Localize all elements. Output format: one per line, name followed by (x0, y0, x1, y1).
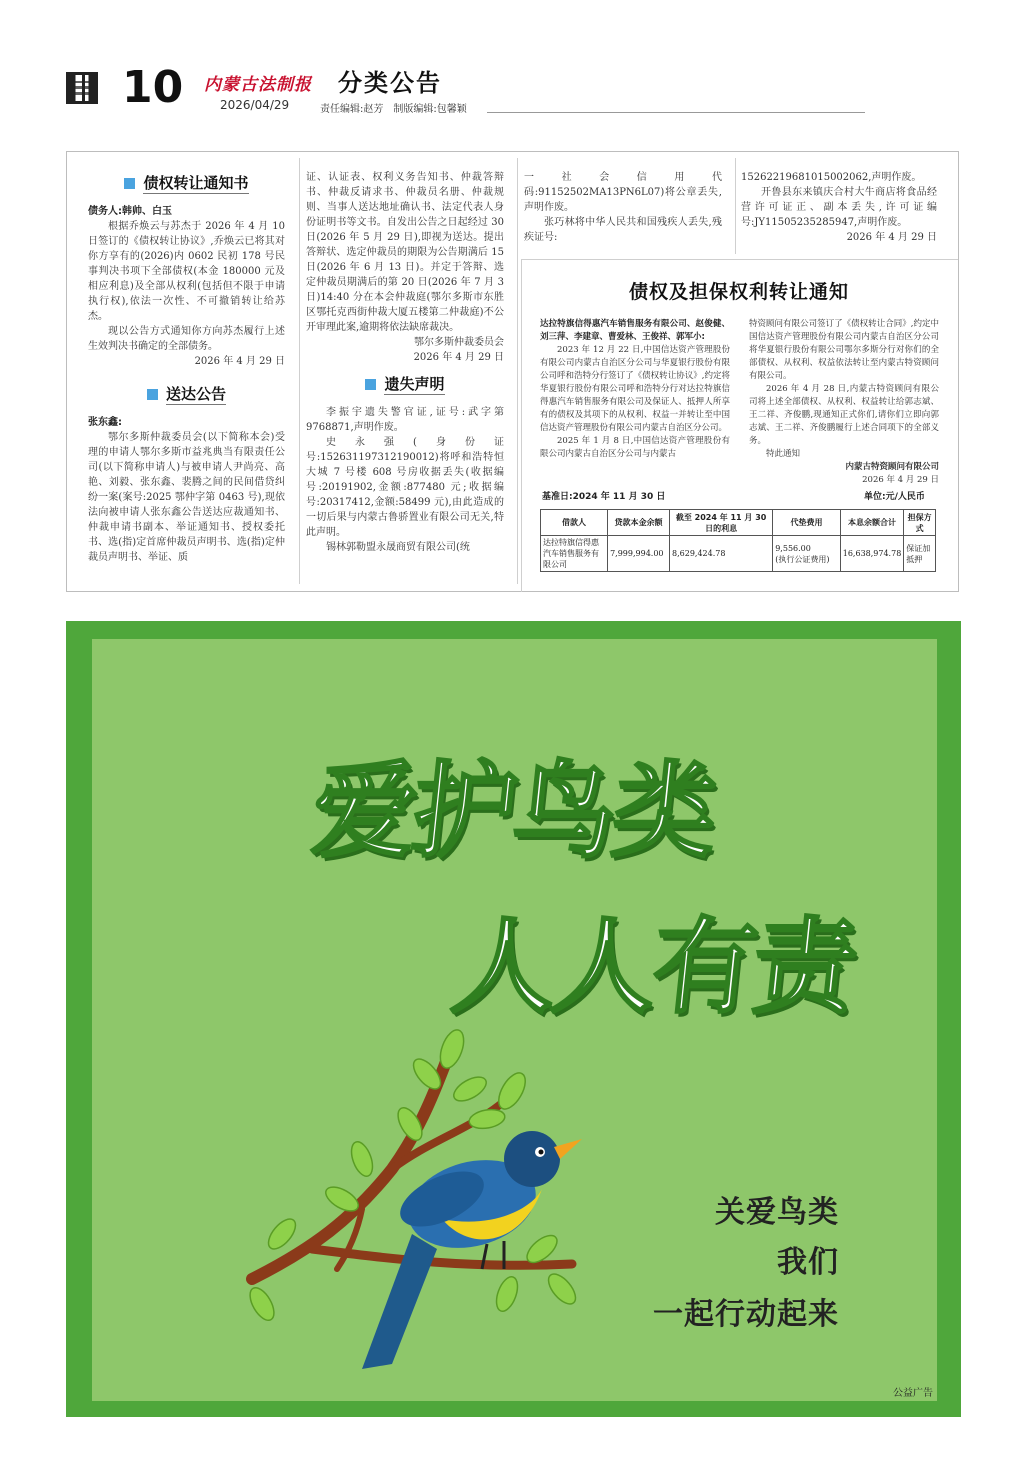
currency-unit: 单位:元/人民币 (864, 492, 925, 502)
notice-body: 2025 年 1 月 8 日,中国信达资产管理股份有限公司内蒙古自治区分公司与内蒙古 (540, 436, 730, 459)
notice-heading (88, 172, 285, 194)
ad-tagline: 一起行动起来 (653, 1297, 839, 1332)
notice-title: 送达公告 (165, 385, 226, 403)
square-bullet-icon (147, 389, 158, 400)
notice-date: 2026 年 4 月 29 日 (846, 232, 937, 243)
notice-body: 15262219681015002062,声明作废。 (741, 172, 922, 183)
ad-label: 公益广告 (893, 1388, 933, 1399)
notice-body: 鄂尔多斯仲裁委员会(以下简称本会)受理的申请人鄂尔多斯市益兆典当有限责任公司(以下简称申请人)与被申请人尹尚亮、高艳、刘毅、张东鑫、裴腾之间的民间借贷纠纷一案(案号:2025 鄂仲字第 0463 号),现依法向被申请人张东鑫公告送达应裁通知书、仲裁申请书副本、举证通知书、授权委托书、选(指)定首席仲裁员声明书、选(指)定仲裁员声明书、举证、质 (88, 432, 285, 563)
notice-signer: 内蒙古特资顾问有限公司 (845, 462, 939, 472)
notice-body: 开鲁县东来镇庆合村大牛商店将食品经营许可证正、副本丢失,许可证编号:JY11505235285947,声明作废。 (741, 187, 937, 228)
notice-body: 2026 年 4 月 28 日,内蒙古特资顾问有限公司将上述全部债权、从权利、权益转让给郭志斌、王二祥、齐俊鹏,现通知正式你们,请你们立即向郭志斌、王二祥、齐俊鹏履行上述合同项下的全部义务。 (749, 384, 939, 446)
debtor-line: 债务人:韩帅、白玉 (88, 206, 172, 217)
notice-body: 一社会信用代码:91152502MA13PN6L07)将公章丢失,声明作废。 (524, 172, 722, 213)
notice-title: 债权及担保权利转让通知 (628, 281, 849, 303)
table-row (541, 536, 936, 572)
column-header: 贷款本金余额 (608, 510, 670, 536)
transfer-column-right (749, 318, 939, 487)
table-cell: 达拉特旗信得惠汽车销售服务有限公司 (541, 536, 608, 572)
column-header: 借款人 (541, 510, 608, 536)
notice-body: 史永强(身份证号:152631197312190012)将呼和浩特恒大城 7 号楼 608 号房收据丢失(收据编号:20191902,金额:877480 元;收据编号:20317412,金额:58499 元),由此造成的一切后果与内蒙古鲁骄置业有限公司无关,特此声明。 (306, 437, 504, 538)
notice-body: 根据乔焕云与苏杰于 2026 年 4 月 10 日签订的《债权转让协议》,乔焕云已将其对你方享有的(2026)内 0602 民初 178 号民事判决书项下全部债权(本金 180000 元及相应利息)及全部从权利(包括但不限于申请执行权),依法一次性、不可撤销转让给苏杰。 (88, 221, 285, 322)
notice-title: 遗失声明 (384, 375, 445, 393)
notice-date: 2026 年 4 月 29 日 (862, 475, 939, 485)
column-header: 截至 2024 年 11 月 30 日的利息 (670, 510, 773, 536)
column-header: 本息余额合计 (840, 510, 904, 536)
column-header: 代垫费用 (773, 510, 841, 536)
page-number: 10 (122, 62, 184, 113)
notice-title: 债权转让通知书 (143, 174, 249, 192)
notice-closing: 特此通知 (766, 449, 801, 459)
column-header: 担保方式 (904, 510, 936, 536)
column-1 (88, 168, 285, 565)
notice-date: 2026 年 4 月 29 日 (413, 352, 504, 363)
column-2 (306, 170, 504, 555)
square-bullet-icon (365, 379, 376, 390)
editors-line: 责任编辑:赵芳 制版编辑:包馨颖 (320, 104, 467, 115)
ad-panel (92, 639, 937, 1401)
bird-on-branch-illustration (242, 1019, 582, 1399)
table-cell: 保证加抵押 (904, 536, 936, 572)
header-rule (487, 112, 865, 113)
debt-table (540, 509, 936, 572)
ad-slogan: 人人有责 (446, 906, 860, 1028)
notice-body: 2023 年 12 月 22 日,中国信达资产管理股份有限公司内蒙古自治区分公司与华夏银行股份有限公司呼和浩特分行签订了《债权转让协议》,约定将华夏银行股份有限公司呼和浩特分行对达拉特旗信得惠汽车销售服务有限公司及保证人、抵押人所享有的债权及其项下的从权利、权益一并转让至中国信达资产管理股份有限公司内蒙古自治区分公司。 (540, 345, 730, 433)
column-3 (524, 170, 722, 245)
notice-body: 特资顾问有限公司签订了《债权转让合同》,约定中国信达资产管理股份有限公司内蒙古自治区分公司将华夏银行股份有限公司鄂尔多斯分行对你们的全部债权、从权利、权益依法转让至内蒙古特资顾问有限公司。 (749, 319, 939, 381)
column-4 (741, 170, 937, 245)
table-cell: 16,638,974.78 (840, 536, 904, 572)
notice-body: 锡林郭勒盟永晟商贸有限公司(统 (326, 542, 470, 553)
ad-tagline: 关爱鸟类 (715, 1195, 839, 1230)
notice-body: 证、认证表、权利义务告知书、仲裁答辩书、仲裁反请求书、仲裁员名册、仲裁规则、当事人送达地址确认书、法定代表人身份证明书等文书。自发出公告之日起经过 30 日(2026 年 5 月 29 日),即视为送达。提出答辩状、选定仲裁员的期限为公告期满后 15 日(2026 年 6 月 13 日)。并定于答辩、选定仲裁员期满后的第 20 日(2026 年 7 月 3 日)14:40 分在本会仲裁庭(鄂尔多斯市东胜区鄂托克西街仲裁大厦五楼第二仲裁庭)不公开审理此案,逾期将依法缺席裁决。 (306, 172, 504, 333)
addressee-line: 达拉特旗信得惠汽车销售服务有限公司、赵俊健、刘三萍、李建章、曹爱林、王俊祥、郭军小: (540, 319, 730, 342)
recipient-line: 张东鑫: (88, 417, 122, 428)
section-title: 分类公告 (338, 68, 442, 97)
table-cell: 8,629,424.78 (670, 536, 773, 572)
ad-tagline: 我们 (777, 1245, 839, 1280)
table-cell: 7,999,994.00 (608, 536, 670, 572)
base-date: 基准日:2024 年 11 月 30 日 (542, 492, 666, 502)
column-divider (299, 158, 300, 584)
table-header-row (541, 510, 936, 536)
column-divider (735, 158, 736, 254)
qr-code (66, 72, 98, 104)
notice-heading (306, 373, 504, 395)
notice-signer: 鄂尔多斯仲裁委员会 (414, 337, 504, 348)
notice-body: 张巧林将中华人民共和国残疾人丢失,残疾证号: (524, 217, 722, 243)
newspaper-logo: 内蒙古法制报 (204, 75, 312, 95)
notice-date: 2026 年 4 月 29 日 (194, 356, 285, 367)
ad-slogan: 爱护鸟类 (306, 750, 720, 872)
notice-heading (88, 383, 285, 405)
table-cell: 9,556.00 (执行公证费用) (773, 536, 841, 572)
issue-date: 2026/04/29 (220, 98, 290, 112)
notice-body: 李振宇遗失警官证,证号:武字第 9768871,声明作废。 (306, 407, 504, 433)
column-divider (517, 158, 518, 584)
square-bullet-icon (124, 178, 135, 189)
notice-body: 现以公告方式通知你方向苏杰履行上述生效判决书确定的全部债务。 (88, 326, 285, 352)
transfer-column-left (540, 318, 730, 461)
public-service-ad (66, 621, 961, 1417)
